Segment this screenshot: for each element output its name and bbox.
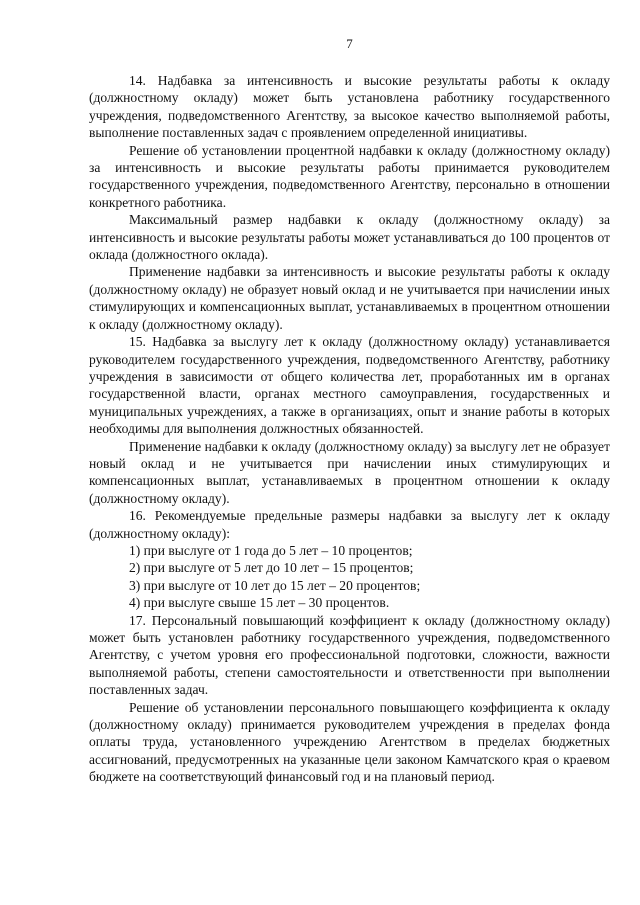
- paragraph-14-decision: Решение об установлении процентной надбавки к окладу (должностному окладу) за интенсивность и высокие результаты работы принимается руководителем государственного учреждения, подведомственного Агентству, персонально в отношении конкретного работника.: [89, 142, 610, 210]
- page-number: 7: [346, 36, 353, 51]
- paragraph-17: 17. Персональный повышающий коэффициент к окладу (должностному окладу) может быть установлен работнику государственного учреждения, подведомственного Агентству, с учетом уровня его профессиональной подготовки, сложности, важности выполняемой работы, степени самостоятельности и ответственности при выполнении поставленных задач.: [89, 612, 610, 698]
- list-item-3: 3) при выслуге от 10 лет до 15 лет – 20 процентов;: [129, 577, 421, 593]
- paragraph-15: 15. Надбавка за выслугу лет к окладу (должностному окладу) устанавливается руководителем государственного учреждения, подведомственного Агентству, работнику учреждения в зависимости от общего количества лет, проработанных им в органах государственной власти, органах местного самоуправления, государственных и муниципальных учреждениях, а также в организациях, опыт и знание работы в которых необходимы для выполнения должностных обязанностей.: [89, 334, 610, 437]
- list-item-4: 4) при выслуге свыше 15 лет – 30 процентов.: [129, 595, 390, 611]
- list-item-1: 1) при выслуге от 1 года до 5 лет – 10 процентов;: [129, 542, 413, 558]
- paragraph-16: 16. Рекомендуемые предельные размеры надбавки за выслугу лет к окладу (должностному окладу):: [89, 508, 610, 541]
- paragraph-15-application: Применение надбавки к окладу (должностному окладу) за выслугу лет не образует новый оклад и не учитывается при начислении иных стимулирующих и компенсационных выплат, устанавливаемых в процентном отношении к окладу (должностному окладу).: [89, 438, 610, 506]
- paragraph-17-decision: Решение об установлении персонального повышающего коэффициента к окладу (должностному окладу) принимается руководителем учреждения в пределах фонда оплаты труда, установленного учреждению Агентством в пределах бюджетных ассигнований, предусмотренных на указанные цели законом Камчатского края о краевом бюджете на соответствующий финансовый год и на плановый период.: [89, 699, 610, 785]
- paragraph-14-application: Применение надбавки за интенсивность и высокие результаты работы к окладу (должностному окладу) не образует новый оклад и не учитывается при начислении иных стимулирующих и компенсационных выплат, устанавливаемых в процентном отношении к окладу (должностному окладу).: [89, 264, 610, 332]
- paragraph-14-max-size: Максимальный размер надбавки к окладу (должностному окладу) за интенсивность и высокие результаты работы может устанавливаться до 100 процентов от оклада (должностного оклада).: [89, 212, 610, 263]
- paragraph-14: 14. Надбавка за интенсивность и высокие результаты работы к окладу (должностному окладу) может быть установлена работнику государственного учреждения, подведомственного Агентству, за высокое качество выполняемой работы, выполнение поставленных задач с проявлением определенной инициативы.: [89, 73, 610, 141]
- list-item-2: 2) при выслуге от 5 лет до 10 лет – 15 процентов;: [129, 560, 414, 576]
